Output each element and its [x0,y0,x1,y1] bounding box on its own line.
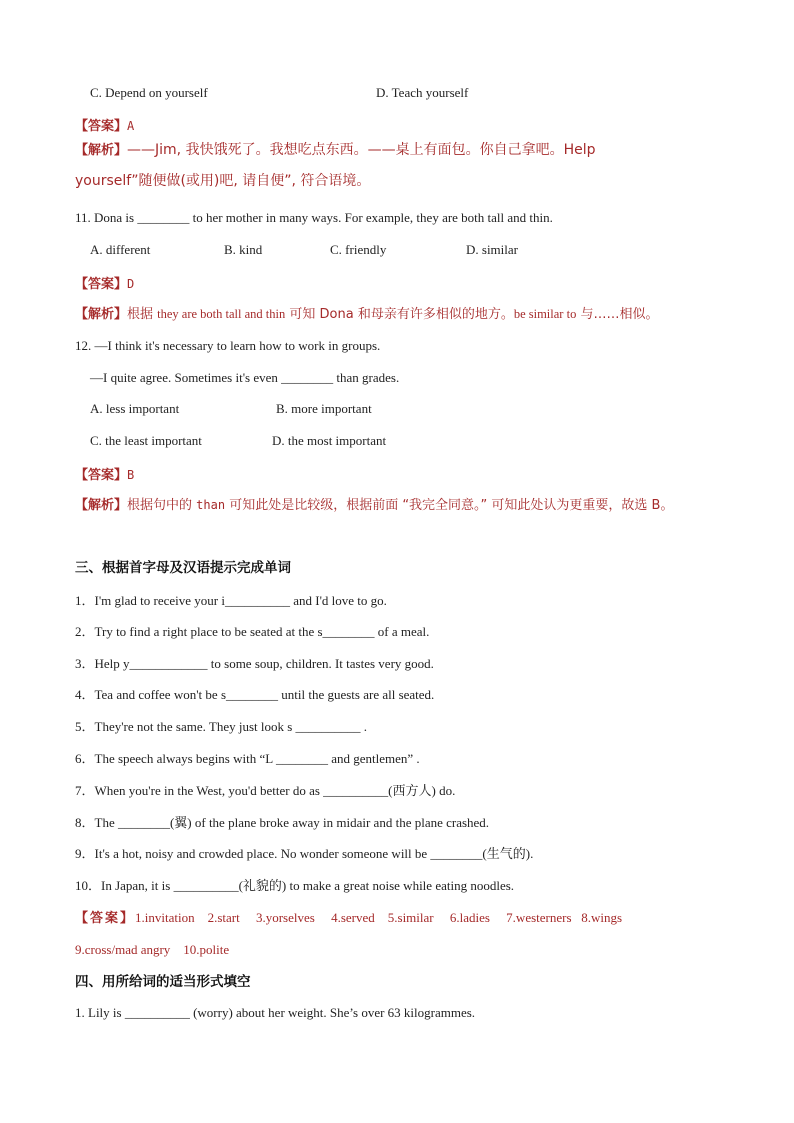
analysis-text: 可知 Dona 和母亲有许多相似的地方。 [285,307,514,322]
q12-stem-line2: —I quite agree. Sometimes it's even ________ than grades. [90,370,400,385]
q11-answer [75,274,134,293]
section3-item-2: 2．Try to find a right place to be seated at the s________ of a meal. [75,624,430,639]
analysis-text: 与……相似。 [576,307,659,322]
q10-answer [75,116,134,135]
section3-item-1: 1．I'm glad to receive your i__________ and I'd love to go. [75,593,387,608]
q12-option-a: A. less important [90,401,180,416]
analysis-text: than [196,498,226,512]
answer-value: A [127,119,135,133]
answer-label: 【答案】 [75,911,136,926]
section3-title: 三、根据首字母及汉语提示完成单词 [75,560,291,576]
q12-analysis [75,497,673,514]
q10-option-c: C. Depend on yourself [90,85,208,100]
section3-item-5: 5．They're not the same. They just look s __________ . [75,719,368,734]
q11-option-d: D. similar [466,242,518,257]
q10-option-d: D. Teach yourself [376,85,469,100]
q11-option-b: B. kind [224,242,263,257]
answer-label: 【答案】 [75,119,128,134]
section3-item-10: 10．In Japan, it is __________(礼貌的) to make a great noise while eating noodles. [75,878,515,893]
section3-item-6: 6．The speech always begins with “L ________ and gentlemen” . [75,751,420,766]
q10-analysis-line1 [75,142,596,160]
analysis-label: 【解析】 [75,498,128,513]
answer-value: 1.invitation 2.start 3.yorselves 4.served 5.similar 6.ladies 7.westerners 8.wings [135,910,623,925]
q12-option-d: D. the most important [272,433,387,448]
q11-analysis [75,306,658,323]
q12-option-b: B. more important [276,401,372,416]
q12-answer [75,465,134,484]
q12-stem-line1: 12. —I think it's necessary to learn how to work in groups. [75,338,381,353]
analysis-text: they are both tall and thin [157,307,286,321]
q11-stem: 11. Dona is ________ to her mother in many ways. For example, they are both tall and thin. [75,210,553,225]
analysis-text: be similar to [513,307,577,321]
section3-item-8: 8．The ________(翼) of the plane broke away in midair and the plane crashed. [75,815,490,830]
section3-answers-line1 [75,910,622,927]
q10-analysis-line2: yourself”随便做(或用)吧, 请自便”, 符合语境。 [75,173,371,189]
q11-option-a: A. different [90,242,151,257]
answer-label: 【答案】 [75,468,128,483]
analysis-label: 【解析】 [75,143,128,158]
analysis-text: 根据 [127,307,158,322]
section3-item-7: 7．When you're in the West, you'd better do as __________(西方人) do. [75,783,456,798]
analysis-text: 根据句中的 [127,498,197,513]
analysis-text: ——Jim, 我快饿死了。我想吃点东西。——桌上有面包。你自己拿吧。Help [127,142,596,158]
section3-item-4: 4．Tea and coffee won't be s________ until the guests are all seated. [75,687,435,702]
section4-item-1: 1. Lily is __________ (worry) about her weight. She’s over 63 kilogrammes. [75,1005,476,1020]
section4-title: 四、用所给词的适当形式填空 [75,974,251,990]
analysis-text: 可知此处是比较级，根据前面 “我完全同意。” 可知此处认为更重要，故选 B。 [225,498,674,513]
answer-value: B [127,468,135,482]
analysis-label: 【解析】 [75,307,128,322]
answer-value: D [127,277,135,291]
section3-item-9: 9．It's a hot, noisy and crowded place. No wonder someone will be ________(生气的). [75,846,534,861]
answer-label: 【答案】 [75,277,128,292]
q11-option-c: C. friendly [330,242,387,257]
q12-option-c: C. the least important [90,433,202,448]
section3-item-3: 3．Help y____________ to some soup, children. It tastes very good. [75,656,434,671]
section3-answers-line2: 9.cross/mad angry 10.polite [75,942,230,957]
